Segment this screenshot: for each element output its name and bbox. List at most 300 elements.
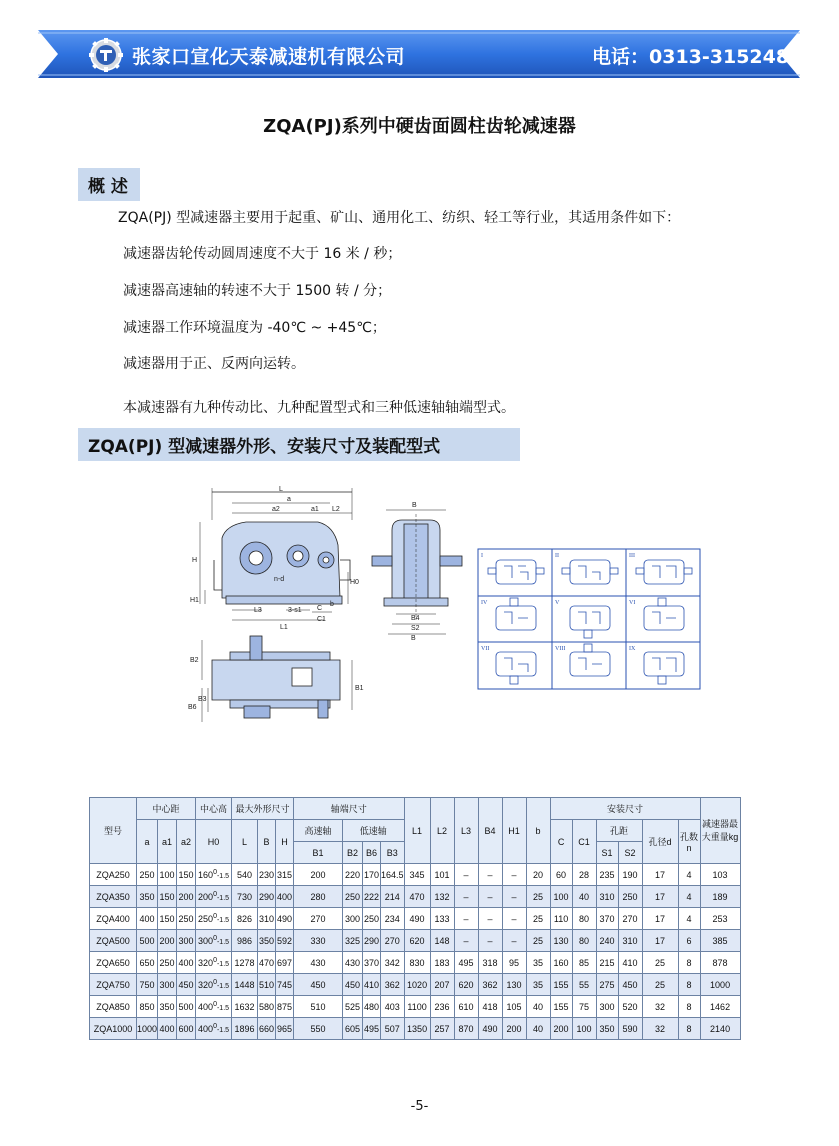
table-cell: 270 (294, 908, 343, 930)
table-row (90, 952, 741, 974)
table-cell: 450 (618, 974, 642, 996)
table-cell: 418 (478, 996, 502, 1018)
col-B6: B6 (363, 842, 381, 864)
table-cell: 200 (294, 864, 343, 886)
table-cell: 430 (343, 952, 363, 974)
table-cell: 40 (572, 886, 596, 908)
table-cell: 155 (550, 974, 572, 996)
col-model: 型号 (90, 798, 137, 864)
table-cell: – (454, 886, 478, 908)
table-cell: 826 (232, 908, 258, 930)
table-cell: 520 (618, 996, 642, 1018)
config-label: V (555, 600, 560, 606)
dim-label-S2: S2 (411, 625, 420, 632)
dim-label-a2: a2 (272, 506, 280, 513)
table-cell: 350 (596, 1018, 618, 1040)
h0-value: 250 (198, 914, 214, 924)
h0-tolerance-upper: 0 (213, 1023, 217, 1030)
table-cell: – (454, 864, 478, 886)
table-row (90, 886, 741, 908)
table-cell: 75 (572, 996, 596, 1018)
h0-value: 320 (198, 958, 214, 968)
table-cell: 325 (343, 930, 363, 952)
table-cell: – (454, 930, 478, 952)
table-cell: 410 (363, 974, 381, 996)
col-H1: H1 (502, 798, 526, 864)
dimensions-heading: ZQA(PJ) 型减速器外形、安装尺寸及装配型式 (78, 428, 520, 461)
table-cell: 362 (381, 974, 405, 996)
table-cell: 85 (572, 952, 596, 974)
table-cell: 730 (232, 886, 258, 908)
table-cell: 132 (430, 886, 454, 908)
table-cell: 580 (258, 996, 276, 1018)
table-cell: 17 (642, 908, 678, 930)
table-cell: 150 (158, 908, 177, 930)
page-title: ZQA(PJ)系列中硬齿面圆柱齿轮减速器 (263, 116, 576, 137)
h0-tolerance-lower: -1.5 (216, 983, 230, 990)
table-cell: 105 (502, 996, 526, 1018)
config-label: IV (481, 600, 488, 606)
table-cell: 270 (618, 908, 642, 930)
table-cell: 1448 (232, 974, 258, 996)
table-cell: 236 (430, 996, 454, 1018)
table-cell: 1632 (232, 996, 258, 1018)
table-cell: 470 (258, 952, 276, 974)
h0-value: 160 (198, 870, 214, 880)
table-cell: 35 (526, 952, 550, 974)
h0-tolerance-lower: -1.5 (216, 1027, 230, 1034)
table-cell: 620 (404, 930, 430, 952)
table-cell: 318 (478, 952, 502, 974)
table-cell: 450 (343, 974, 363, 996)
table-cell: 1350 (404, 1018, 430, 1040)
table-cell: 207 (430, 974, 454, 996)
config-label: I (481, 553, 483, 559)
table-cell: 240 (596, 930, 618, 952)
table-cell: 150 (177, 864, 196, 886)
table-cell: 403 (381, 996, 405, 1018)
table-cell: 400 (177, 952, 196, 974)
col-bore-num: 孔数n (678, 820, 700, 864)
col-C1: C1 (572, 820, 596, 864)
h0-tolerance-upper: 0 (213, 935, 217, 942)
h0-tolerance-upper: 0 (213, 869, 217, 876)
col-bore-dia: 孔径d (642, 820, 678, 864)
col-weight: 减速器最大重量kg (700, 798, 740, 864)
h0-tolerance-lower: -1.5 (216, 917, 230, 924)
col-L3: L3 (454, 798, 478, 864)
table-cell: 200 (158, 930, 177, 952)
table-cell: 300 (343, 908, 363, 930)
col-L1: L1 (404, 798, 430, 864)
col-a2: a2 (177, 820, 196, 864)
h0-value: 400 (198, 1002, 214, 1012)
h0-tolerance-lower: -1.5 (216, 1005, 230, 1012)
table-cell: 250 (137, 864, 158, 886)
table-cell: 1000 (700, 974, 740, 996)
table-cell: 133 (430, 908, 454, 930)
col-low-speed: 低速轴 (343, 820, 405, 842)
dim-label-nd: n-d (274, 576, 285, 583)
dim-label-H: H (192, 557, 198, 564)
dim-label-L: L (279, 486, 283, 493)
table-cell: 32 (642, 996, 678, 1018)
table-cell: 40 (526, 996, 550, 1018)
config-label: VI (629, 600, 636, 606)
table-cell: 362 (478, 974, 502, 996)
col-bore-spacing: 孔距 (596, 820, 642, 842)
overview-line: 本减速器有九种传动比、九种配置型式和三种低速轴轴端型式。 (123, 400, 515, 416)
table-cell: 1020 (404, 974, 430, 996)
table-cell: 35 (526, 974, 550, 996)
table-cell: 170 (363, 864, 381, 886)
col-L: L (232, 820, 258, 864)
table-cell: 275 (596, 974, 618, 996)
col-B3: B3 (381, 842, 405, 864)
table-cell: 965 (276, 1018, 294, 1040)
table-cell: 300 (596, 996, 618, 1018)
config-label: VII (481, 646, 490, 652)
col-B2: B2 (343, 842, 363, 864)
table-cell: 25 (642, 974, 678, 996)
table-cell: 6 (678, 930, 700, 952)
table-cell: 490 (404, 908, 430, 930)
table-cell: 234 (381, 908, 405, 930)
table-cell: 17 (642, 930, 678, 952)
table-cell: 345 (404, 864, 430, 886)
dim-label-C1: C1 (317, 616, 326, 623)
h0-tolerance-upper: 0 (213, 1001, 217, 1008)
cell-model: ZQA750 (90, 974, 137, 996)
col-overall: 最大外形尺寸 (232, 798, 294, 820)
table-cell: 17 (642, 864, 678, 886)
table-cell: 160 (550, 952, 572, 974)
cell-model: ZQA250 (90, 864, 137, 886)
table-cell: 986 (232, 930, 258, 952)
h0-tolerance-lower: -1.5 (216, 895, 230, 902)
top-view-drawing (202, 636, 352, 722)
h0-tolerance-lower: -1.5 (216, 961, 230, 968)
table-cell: – (478, 930, 502, 952)
table-cell: 540 (232, 864, 258, 886)
table-cell: 878 (700, 952, 740, 974)
table-row (90, 996, 741, 1018)
reducer-drawings (178, 486, 710, 732)
table-cell: 370 (596, 908, 618, 930)
table-cell: 315 (276, 864, 294, 886)
dim-label-b: b (330, 601, 334, 608)
table-cell: 330 (294, 930, 343, 952)
dim-label-C: C (317, 605, 323, 612)
table-cell: 310 (618, 930, 642, 952)
table-cell: 257 (430, 1018, 454, 1040)
table-cell: 8 (678, 974, 700, 996)
col-a: a (137, 820, 158, 864)
table-cell: 480 (363, 996, 381, 1018)
table-cell: 28 (572, 864, 596, 886)
table-cell: 310 (258, 908, 276, 930)
col-S2: S2 (618, 842, 642, 864)
table-cell: 605 (343, 1018, 363, 1040)
col-b: b (526, 798, 550, 864)
table-cell: 350 (137, 886, 158, 908)
table-cell: 55 (572, 974, 596, 996)
spec-table (89, 797, 741, 1040)
table-cell: 610 (454, 996, 478, 1018)
table-cell: 350 (158, 996, 177, 1018)
table-cell: 590 (618, 1018, 642, 1040)
table-cell: 697 (276, 952, 294, 974)
dim-label-H0: H0 (350, 579, 359, 586)
table-row (90, 1018, 741, 1040)
table-cell: 230 (258, 864, 276, 886)
table-cell: 60 (550, 864, 572, 886)
phone-number: 电话：0313-3152488 (592, 46, 803, 68)
table-cell (196, 996, 232, 1018)
table-cell: 400 (137, 908, 158, 930)
col-L2: L2 (430, 798, 454, 864)
table-cell: – (478, 864, 502, 886)
table-cell: 430 (294, 952, 343, 974)
table-cell: 110 (550, 908, 572, 930)
table-cell: 20 (526, 864, 550, 886)
table-cell: 150 (158, 886, 177, 908)
table-cell: 550 (294, 1018, 343, 1040)
overview-line: 减速器工作环境温度为 -40℃ ~ +45℃； (123, 320, 386, 336)
table-cell: 103 (700, 864, 740, 886)
table-cell: 250 (177, 908, 196, 930)
dim-label-B6: B6 (188, 704, 197, 711)
cell-model: ZQA400 (90, 908, 137, 930)
assembly-config-grid (478, 549, 700, 689)
config-label: II (555, 553, 559, 559)
table-cell: 495 (454, 952, 478, 974)
table-cell: 25 (526, 930, 550, 952)
table-cell: 270 (381, 930, 405, 952)
table-cell: 490 (276, 908, 294, 930)
dim-label-a: a (287, 496, 291, 503)
dim-label-H1: H1 (190, 597, 199, 604)
dim-label-B2: B2 (190, 657, 199, 664)
col-H: H (276, 820, 294, 864)
table-cell: 350 (258, 930, 276, 952)
table-cell: 100 (158, 864, 177, 886)
table-cell: 300 (158, 974, 177, 996)
table-cell: – (454, 908, 478, 930)
table-cell: 2140 (700, 1018, 740, 1040)
table-cell: 507 (381, 1018, 405, 1040)
table-cell: 850 (137, 996, 158, 1018)
col-H0: H0 (196, 820, 232, 864)
h0-tolerance-lower: -1.5 (216, 873, 230, 880)
table-cell: 200 (177, 886, 196, 908)
table-cell: 495 (363, 1018, 381, 1040)
overview-line: 减速器用于正、反两向运转。 (123, 356, 305, 372)
table-cell (196, 1018, 232, 1040)
cell-model: ZQA650 (90, 952, 137, 974)
table-cell: – (502, 864, 526, 886)
table-cell: 80 (572, 908, 596, 930)
table-cell: 95 (502, 952, 526, 974)
table-cell (196, 974, 232, 996)
table-cell: 1278 (232, 952, 258, 974)
config-label: IX (629, 646, 636, 652)
table-cell: 235 (596, 864, 618, 886)
table-cell: – (478, 908, 502, 930)
col-a1: a1 (158, 820, 177, 864)
dim-label-a1: a1 (311, 506, 319, 513)
table-cell: 25 (526, 908, 550, 930)
table-cell: 750 (137, 974, 158, 996)
col-center: 中心距 (137, 798, 196, 820)
table-cell: 1100 (404, 996, 430, 1018)
cell-model: ZQA500 (90, 930, 137, 952)
h0-tolerance-upper: 0 (213, 891, 217, 898)
table-cell: 1896 (232, 1018, 258, 1040)
table-cell: 280 (294, 886, 343, 908)
table-cell: 8 (678, 1018, 700, 1040)
table-cell: 250 (618, 886, 642, 908)
h0-value: 320 (198, 980, 214, 990)
table-cell (196, 930, 232, 952)
table-cell: 370 (363, 952, 381, 974)
config-label: VIII (555, 646, 566, 652)
table-cell: 189 (700, 886, 740, 908)
table-cell: 200 (550, 1018, 572, 1040)
table-cell: 215 (596, 952, 618, 974)
table-cell: 25 (526, 886, 550, 908)
table-cell: 4 (678, 908, 700, 930)
table-cell: 155 (550, 996, 572, 1018)
page-number: -5- (410, 1099, 429, 1114)
cell-model: ZQA1000 (90, 1018, 137, 1040)
table-cell: 525 (343, 996, 363, 1018)
table-cell: 40 (526, 1018, 550, 1040)
table-cell: 8 (678, 952, 700, 974)
col-S1: S1 (596, 842, 618, 864)
table-cell: 500 (137, 930, 158, 952)
table-cell: 253 (700, 908, 740, 930)
table-cell: 183 (430, 952, 454, 974)
table-cell: 410 (618, 952, 642, 974)
table-cell: 8 (678, 996, 700, 1018)
table-cell: 222 (363, 886, 381, 908)
dim-label-B-bottom: B (411, 635, 416, 642)
overview-line: ZQA(PJ) 型减速器主要用于起重、矿山、通用化工、纺织、轻工等行业，其适用条件如下： (118, 210, 681, 226)
table-cell: 148 (430, 930, 454, 952)
table-cell: 600 (177, 1018, 196, 1040)
table-cell: 490 (478, 1018, 502, 1040)
h0-tolerance-upper: 0 (213, 913, 217, 920)
table-cell: 100 (550, 886, 572, 908)
table-cell: 400 (276, 886, 294, 908)
table-cell: 592 (276, 930, 294, 952)
table-cell: 130 (502, 974, 526, 996)
dim-label-L1: L1 (280, 624, 288, 631)
table-cell: 250 (343, 886, 363, 908)
overview-line: 减速器高速轴的转速不大于 1500 转 / 分； (123, 283, 392, 299)
table-cell (196, 886, 232, 908)
company-name: 张家口宣化天泰减速机有限公司 (132, 46, 406, 68)
table-cell: 290 (363, 930, 381, 952)
table-cell: 250 (363, 908, 381, 930)
table-cell: 385 (700, 930, 740, 952)
table-cell: 290 (258, 886, 276, 908)
table-cell: 870 (454, 1018, 478, 1040)
table-cell: 745 (276, 974, 294, 996)
table-cell: 875 (276, 996, 294, 1018)
col-B: B (258, 820, 276, 864)
table-cell: 1462 (700, 996, 740, 1018)
table-cell: 510 (258, 974, 276, 996)
table-cell: 4 (678, 864, 700, 886)
table-cell: 450 (294, 974, 343, 996)
table-cell (196, 908, 232, 930)
h0-tolerance-upper: 0 (213, 979, 217, 986)
table-cell: 190 (618, 864, 642, 886)
dim-label-B: B (412, 502, 417, 509)
table-cell: 220 (343, 864, 363, 886)
h0-tolerance-lower: -1.5 (216, 939, 230, 946)
cell-model: ZQA850 (90, 996, 137, 1018)
table-cell: 200 (502, 1018, 526, 1040)
dim-label-B1: B1 (355, 685, 364, 692)
table-cell: 650 (137, 952, 158, 974)
company-logo-icon (88, 38, 124, 72)
table-cell: 300 (177, 930, 196, 952)
table-cell: – (502, 908, 526, 930)
table-row (90, 908, 741, 930)
col-C: C (550, 820, 572, 864)
dim-label-B3: B3 (198, 696, 207, 703)
table-cell: 214 (381, 886, 405, 908)
table-cell: 510 (294, 996, 343, 1018)
table-cell (196, 952, 232, 974)
col-install: 安装尺寸 (550, 798, 700, 820)
table-cell: 400 (158, 1018, 177, 1040)
table-cell: 164.5 (381, 864, 405, 886)
config-label: III (629, 553, 635, 559)
h0-value: 400 (198, 1024, 214, 1034)
table-cell: 830 (404, 952, 430, 974)
spec-table-body (90, 864, 741, 1040)
table-cell: 342 (381, 952, 405, 974)
dim-label-L2: L2 (332, 506, 340, 513)
col-B4: B4 (478, 798, 502, 864)
table-cell: 25 (642, 952, 678, 974)
table-cell: 620 (454, 974, 478, 996)
table-cell: 80 (572, 930, 596, 952)
table-cell: 4 (678, 886, 700, 908)
table-cell: 470 (404, 886, 430, 908)
dim-label-B4: B4 (411, 615, 420, 622)
table-row (90, 864, 741, 886)
table-cell: 660 (258, 1018, 276, 1040)
overview-heading: 概 述 (78, 168, 140, 201)
col-high-speed: 高速轴 (294, 820, 343, 842)
table-cell: 100 (572, 1018, 596, 1040)
table-cell: 250 (158, 952, 177, 974)
col-shaft: 轴端尺寸 (294, 798, 405, 820)
table-cell: 32 (642, 1018, 678, 1040)
table-cell: 310 (596, 886, 618, 908)
table-cell: 130 (550, 930, 572, 952)
col-center-height: 中心高 (196, 798, 232, 820)
dim-label-s1: 3-s1 (288, 607, 302, 614)
table-cell: – (478, 886, 502, 908)
cell-model: ZQA350 (90, 886, 137, 908)
dim-label-L3: L3 (254, 607, 262, 614)
